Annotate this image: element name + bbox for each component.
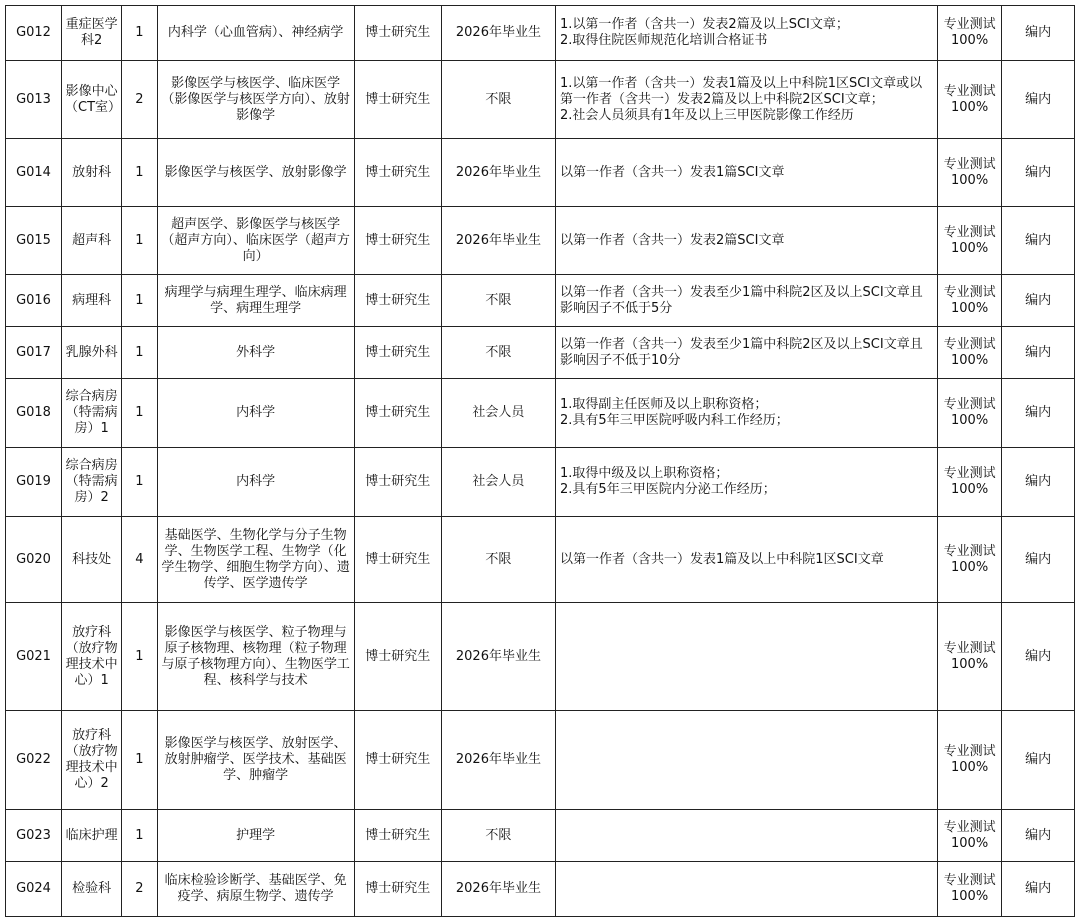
staffing-type: 编内 (1002, 207, 1075, 275)
table-row (6, 711, 1075, 810)
headcount: 1 (122, 327, 157, 379)
department: 病理科 (62, 275, 122, 327)
position-code: G015 (6, 207, 62, 275)
education: 博士研究生 (354, 327, 441, 379)
major: 影像医学与核医学、放射影像学 (157, 139, 354, 207)
staffing-type: 编内 (1002, 810, 1075, 862)
position-code: G017 (6, 327, 62, 379)
exam-method: 专业测试100% (937, 448, 1001, 517)
applicant-type: 不限 (441, 275, 555, 327)
major: 影像医学与核医学、放射医学、放射肿瘤学、医学技术、基础医学、肿瘤学 (157, 711, 354, 810)
department: 临床护理 (62, 810, 122, 862)
staffing-type: 编内 (1002, 61, 1075, 139)
education: 博士研究生 (354, 603, 441, 711)
staffing-type: 编内 (1002, 517, 1075, 603)
table-row (6, 603, 1075, 711)
table-row (6, 275, 1075, 327)
exam-method: 专业测试100% (937, 139, 1001, 207)
department: 重症医学科2 (62, 6, 122, 61)
position-code: G018 (6, 379, 62, 448)
major: 内科学 (157, 448, 354, 517)
staffing-type: 编内 (1002, 139, 1075, 207)
headcount: 1 (122, 379, 157, 448)
education: 博士研究生 (354, 862, 441, 917)
position-code: G022 (6, 711, 62, 810)
staffing-type: 编内 (1002, 711, 1075, 810)
staffing-type: 编内 (1002, 379, 1075, 448)
headcount: 2 (122, 61, 157, 139)
department: 放射科 (62, 139, 122, 207)
exam-method: 专业测试100% (937, 275, 1001, 327)
department: 放疗科（放疗物理技术中心）1 (62, 603, 122, 711)
staffing-type: 编内 (1002, 862, 1075, 917)
other-conditions (556, 810, 938, 862)
other-conditions: 以第一作者（含共一）发表至少1篇中科院2区及以上SCI文章且影响因子不低于10分 (556, 327, 938, 379)
major: 超声医学、影像医学与核医学（超声方向）、临床医学（超声方向） (157, 207, 354, 275)
education: 博士研究生 (354, 810, 441, 862)
other-conditions: 1.以第一作者（含共一）发表2篇及以上SCI文章； 2.取得住院医师规范化培训合格证书 (556, 6, 938, 61)
table-row (6, 139, 1075, 207)
department: 综合病房（特需病房）1 (62, 379, 122, 448)
applicant-type: 社会人员 (441, 379, 555, 448)
staffing-type: 编内 (1002, 275, 1075, 327)
table-row (6, 207, 1075, 275)
department: 检验科 (62, 862, 122, 917)
major: 外科学 (157, 327, 354, 379)
department: 综合病房（特需病房）2 (62, 448, 122, 517)
exam-method: 专业测试100% (937, 6, 1001, 61)
education: 博士研究生 (354, 379, 441, 448)
education: 博士研究生 (354, 61, 441, 139)
applicant-type: 不限 (441, 61, 555, 139)
applicant-type: 2026年毕业生 (441, 139, 555, 207)
education: 博士研究生 (354, 711, 441, 810)
position-code: G014 (6, 139, 62, 207)
other-conditions: 1.以第一作者（含共一）发表1篇及以上中科院1区SCI文章或以第一作者（含共一）发表2篇及以上中科院2区SCI文章； 2.社会人员须具有1年及以上三甲医院影像工作经历 (556, 61, 938, 139)
major: 影像医学与核医学、粒子物理与原子核物理、核物理（粒子物理与原子核物理方向）、生物医学工程、核科学与技术 (157, 603, 354, 711)
position-code: G021 (6, 603, 62, 711)
other-conditions: 1.取得中级及以上职称资格； 2.具有5年三甲医院内分泌工作经历； (556, 448, 938, 517)
exam-method: 专业测试100% (937, 327, 1001, 379)
applicant-type: 不限 (441, 810, 555, 862)
headcount: 1 (122, 139, 157, 207)
position-code: G013 (6, 61, 62, 139)
department: 科技处 (62, 517, 122, 603)
department: 乳腺外科 (62, 327, 122, 379)
department: 影像中心（CT室） (62, 61, 122, 139)
education: 博士研究生 (354, 517, 441, 603)
education: 博士研究生 (354, 275, 441, 327)
other-conditions: 1.取得副主任医师及以上职称资格； 2.具有5年三甲医院呼吸内科工作经历； (556, 379, 938, 448)
applicant-type: 2026年毕业生 (441, 207, 555, 275)
exam-method: 专业测试100% (937, 603, 1001, 711)
staffing-type: 编内 (1002, 448, 1075, 517)
applicant-type: 2026年毕业生 (441, 862, 555, 917)
education: 博士研究生 (354, 6, 441, 61)
applicant-type: 2026年毕业生 (441, 603, 555, 711)
table-row (6, 6, 1075, 61)
major: 病理学与病理生理学、临床病理学、病理生理学 (157, 275, 354, 327)
position-code: G019 (6, 448, 62, 517)
other-conditions: 以第一作者（含共一）发表1篇SCI文章 (556, 139, 938, 207)
position-code: G024 (6, 862, 62, 917)
other-conditions: 以第一作者（含共一）发表至少1篇中科院2区及以上SCI文章且影响因子不低于5分 (556, 275, 938, 327)
position-code: G016 (6, 275, 62, 327)
position-code: G012 (6, 6, 62, 61)
headcount: 1 (122, 275, 157, 327)
table-row (6, 862, 1075, 917)
staffing-type: 编内 (1002, 603, 1075, 711)
position-code: G020 (6, 517, 62, 603)
table-row (6, 448, 1075, 517)
major: 基础医学、生物化学与分子生物学、生物医学工程、生物学（化学生物学、细胞生物学方向）、遗传学、医学遗传学 (157, 517, 354, 603)
exam-method: 专业测试100% (937, 810, 1001, 862)
exam-method: 专业测试100% (937, 517, 1001, 603)
major: 临床检验诊断学、基础医学、免疫学、病原生物学、遗传学 (157, 862, 354, 917)
headcount: 1 (122, 810, 157, 862)
applicant-type: 2026年毕业生 (441, 6, 555, 61)
table-row (6, 517, 1075, 603)
other-conditions (556, 711, 938, 810)
headcount: 1 (122, 448, 157, 517)
other-conditions (556, 603, 938, 711)
applicant-type: 不限 (441, 517, 555, 603)
headcount: 1 (122, 711, 157, 810)
education: 博士研究生 (354, 139, 441, 207)
headcount: 1 (122, 207, 157, 275)
exam-method: 专业测试100% (937, 862, 1001, 917)
applicant-type: 社会人员 (441, 448, 555, 517)
exam-method: 专业测试100% (937, 379, 1001, 448)
exam-method: 专业测试100% (937, 711, 1001, 810)
education: 博士研究生 (354, 448, 441, 517)
major: 内科学 (157, 379, 354, 448)
staffing-type: 编内 (1002, 327, 1075, 379)
applicant-type: 不限 (441, 327, 555, 379)
major: 内科学（心血管病）、神经病学 (157, 6, 354, 61)
table-row (6, 379, 1075, 448)
table-row (6, 61, 1075, 139)
department: 超声科 (62, 207, 122, 275)
headcount: 4 (122, 517, 157, 603)
exam-method: 专业测试100% (937, 207, 1001, 275)
major: 护理学 (157, 810, 354, 862)
other-conditions: 以第一作者（含共一）发表2篇SCI文章 (556, 207, 938, 275)
table-row (6, 327, 1075, 379)
applicant-type: 2026年毕业生 (441, 711, 555, 810)
position-code: G023 (6, 810, 62, 862)
headcount: 1 (122, 603, 157, 711)
exam-method: 专业测试100% (937, 61, 1001, 139)
department: 放疗科（放疗物理技术中心）2 (62, 711, 122, 810)
recruitment-table (5, 5, 1075, 917)
table-row (6, 810, 1075, 862)
other-conditions: 以第一作者（含共一）发表1篇及以上中科院1区SCI文章 (556, 517, 938, 603)
major: 影像医学与核医学、临床医学（影像医学与核医学方向）、放射影像学 (157, 61, 354, 139)
headcount: 1 (122, 6, 157, 61)
staffing-type: 编内 (1002, 6, 1075, 61)
other-conditions (556, 862, 938, 917)
education: 博士研究生 (354, 207, 441, 275)
headcount: 2 (122, 862, 157, 917)
